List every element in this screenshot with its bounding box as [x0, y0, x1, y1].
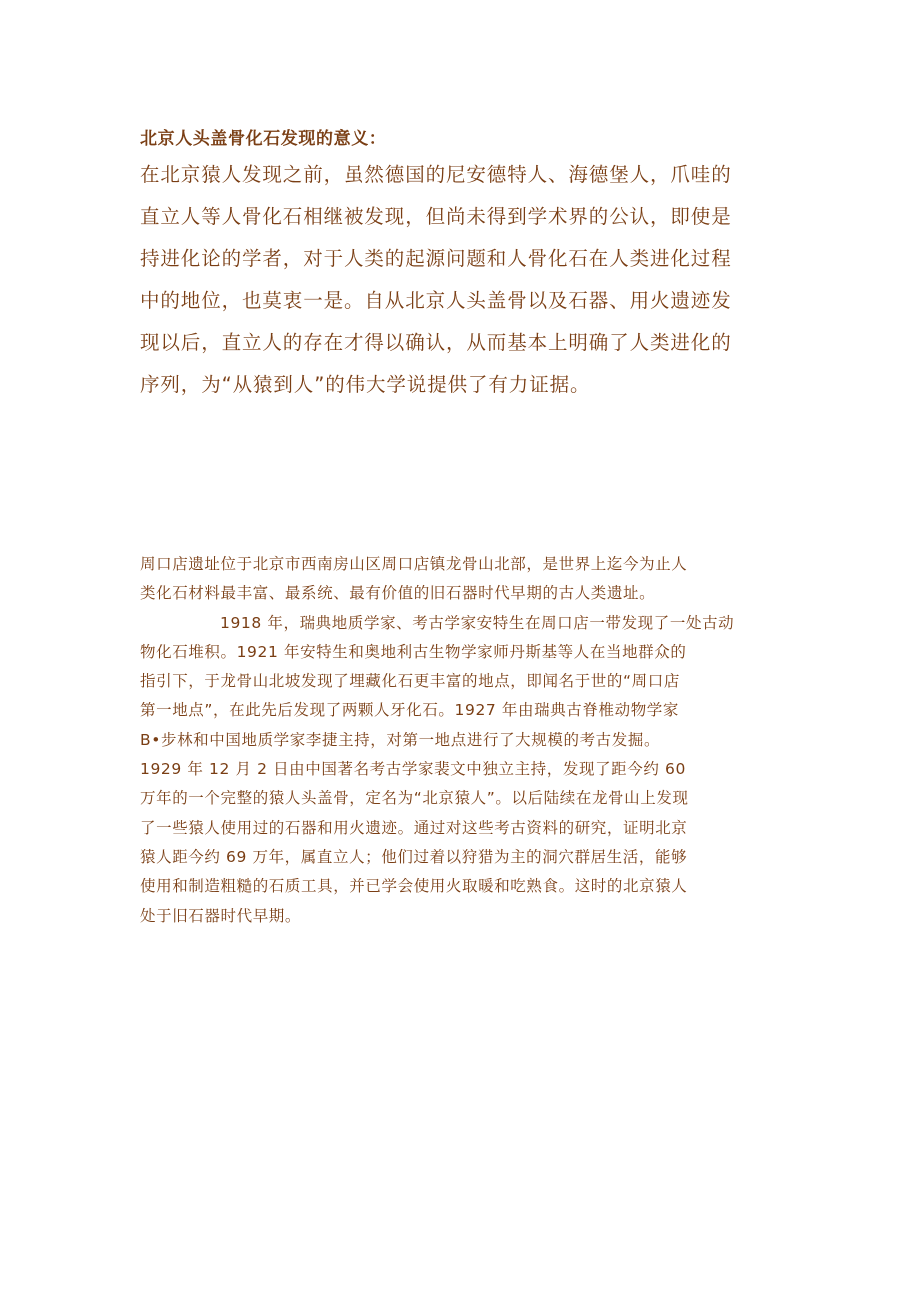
history-paragraph	[140, 609, 780, 931]
paragraph-line: 中的地位，也莫衷一是。自从北京人头盖骨以及石器、用火遗迹发	[140, 289, 732, 312]
paragraph-line: 第一地点”，在此先后发现了两颗人牙化石。1927 年由瑞典古脊椎动物学家	[140, 701, 680, 720]
section-heading: 北京人头盖骨化石发现的意义：	[140, 129, 387, 149]
paragraph-line: 1918 年，瑞典地质学家、考古学家安特生在周口店一带发现了一处古动	[220, 613, 735, 632]
paragraph-line: 使用和制造粗糙的石质工具，并已学会使用火取暖和吃熟食。这时的北京猿人	[140, 877, 688, 896]
significance-paragraph	[140, 154, 780, 406]
paragraph-line: 1929 年 12 月 2 日由中国著名考古学家裴文中独立主持，发现了距今约 60	[140, 760, 686, 779]
paragraph-line: 在北京猿人发现之前，虽然德国的尼安德特人、海德堡人，爪哇的	[140, 163, 732, 186]
intro-paragraph	[140, 550, 780, 609]
paragraph-line: 类化石材料最丰富、最系统、最有价值的旧石器时代早期的古人类遗址。	[140, 584, 656, 603]
paragraph-line: 持进化论的学者，对于人类的起源问题和人骨化石在人类进化过程	[140, 247, 732, 270]
paragraph-line: 猿人距今约 69 万年，属直立人；他们过着以狩猎为主的洞穴群居生活，能够	[140, 847, 688, 866]
paragraph-line: 周口店遗址位于北京市西南房山区周口店镇龙骨山北部，是世界上迄今为止人	[140, 555, 688, 573]
paragraph-line: 万年的一个完整的猿人头盖骨，定名为“北京猿人”。以后陆续在龙骨山上发现	[140, 789, 689, 808]
paragraph-line: 序列，为“从猿到人”的伟大学说提供了有力证据。	[140, 373, 591, 396]
paragraph-line: 处于旧石器时代早期。	[140, 906, 302, 925]
article-significance	[140, 124, 780, 406]
article-zhoukoudian	[140, 550, 780, 931]
paragraph-line: B•步林和中国地质学家李捷主持，对第一地点进行了大规模的考古发掘。	[140, 730, 661, 749]
paragraph-line: 直立人等人骨化石相继被发现，但尚未得到学术界的公认，即使是	[140, 205, 732, 228]
paragraph-line: 现以后，直立人的存在才得以确认，从而基本上明确了人类进化的	[140, 331, 732, 354]
paragraph-line: 指引下，于龙骨山北坡发现了埋藏化石更丰富的地点，即闻名于世的“周口店	[140, 672, 680, 691]
paragraph-line: 了一些猿人使用过的石器和用火遗迹。通过对这些考古资料的研究，证明北京	[140, 818, 688, 837]
paragraph-line: 物化石堆积。1921 年安特生和奥地利古生物学家师丹斯基等人在当地群众的	[140, 642, 687, 661]
